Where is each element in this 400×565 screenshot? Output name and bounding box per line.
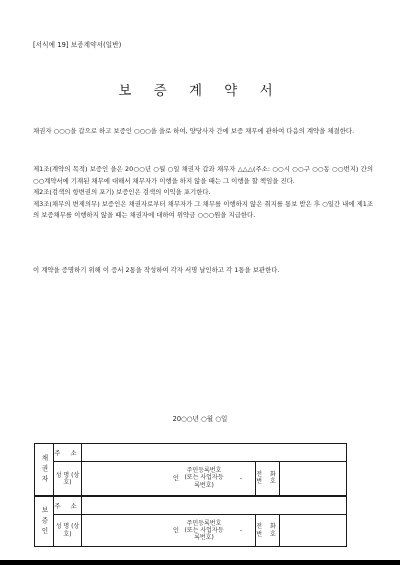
creditor-id-label: 주민등록번호 (또는 사업자등록번호)	[184, 467, 224, 489]
creditor-name-label: 성 명 (상호)	[55, 471, 80, 486]
guarantor-seal-mark: 인	[172, 526, 180, 534]
guarantor-address-value	[82, 497, 346, 514]
signature-table	[34, 443, 347, 547]
article-3: 제3조(채무의 변제의무) 보증인은 채권자로부터 채무자가 그 채무를 이행하지 않은 취지를 통보 받은 후 ○일간 내에 제1조의 보증채무를 이행하지 않을 때는 채권자에 대하여 위약금 ○○○원을 지급한다.	[33, 199, 373, 220]
phone-value-line-2	[279, 514, 280, 546]
contract-date: 20○○년 ○월 ○일	[172, 415, 228, 423]
guarantor-phone-label: 전 화 번 호	[256, 523, 279, 538]
guarantor-id-dash: -	[239, 526, 243, 534]
guarantor-name-label: 성 명 (상호)	[55, 523, 80, 538]
creditor-seal-mark: 인	[172, 474, 180, 482]
document-title: 보 증 계 약 서	[118, 83, 282, 99]
article-1: 제1조(계약의 목적) 보증인 을은 20○○년 ○월 ○일 채권자 갑과 채무자 △△△(주소: ○○시 ○○구 ○○동 ○○번지) 간의 ○○계약서에 기재된 채무에 대해서 채무자가 이행을 하지 않을 때는 그 이행을 할 책임을 진다.	[33, 165, 373, 185]
creditor-role-label: 채권자	[40, 453, 48, 486]
creditor-phone-label: 전 화 번 호	[256, 470, 279, 485]
page-bottom-border	[0, 560, 400, 565]
articles-block	[33, 164, 373, 222]
creditor-address-label: 주 소	[54, 448, 81, 457]
guarantor-role-label: 보증인	[40, 505, 48, 538]
closing-paragraph: 이 계약을 증명하기 위해 이 증서 2통을 작성하여 각자 서명 날인하고 각 1통을 보관한다.	[33, 266, 280, 274]
form-number: [서식예 19] 보증계약서(일반)	[33, 41, 122, 49]
intro-paragraph: 채권자 ○○○을 갑으로 하고 보증인 ○○○을 을로 하여, 양당사자 간에 보증 채무에 관하여 다음의 계약을 체결한다.	[33, 127, 355, 135]
article-2: 제2조(검색의 항변권의 포기) 보증인은 검색의 이익을 포기한다.	[33, 188, 211, 197]
guarantor-id-label: 주민등록번호 (또는 사업자등록번호)	[184, 519, 224, 542]
creditor-id-dash: -	[239, 474, 243, 482]
creditor-address-value	[82, 444, 346, 461]
guarantor-address-label: 주 소	[54, 501, 81, 510]
phone-value-line-1	[279, 461, 280, 495]
